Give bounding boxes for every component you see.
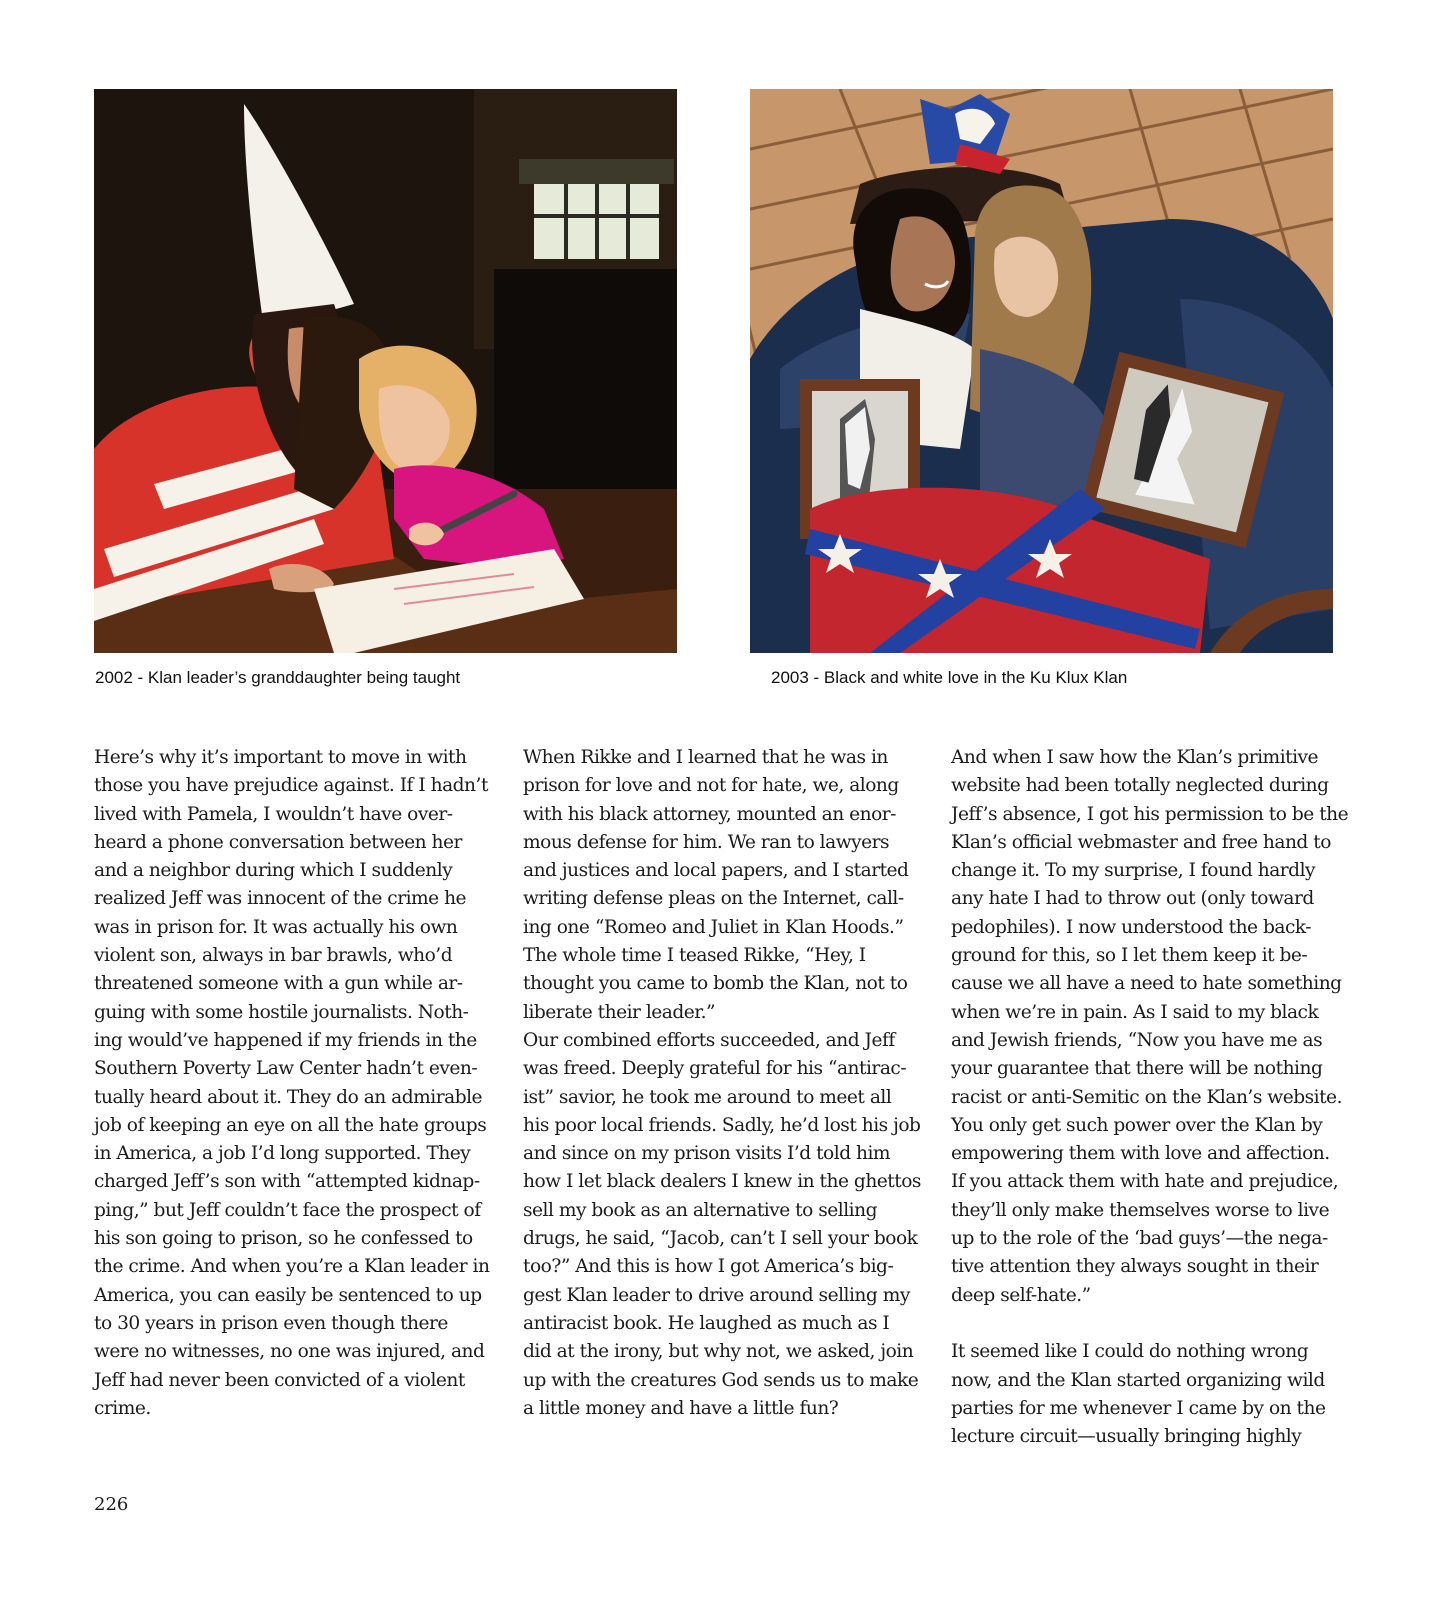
text-line: drugs, he said, “Jacob, can’t I sell your book — [523, 1228, 918, 1250]
text-line: were no witnesses, no one was injured, and — [94, 1341, 485, 1363]
text-line: any hate I had to throw out (only toward — [951, 888, 1314, 910]
text-line: mous defense for him. We ran to lawyers — [523, 831, 890, 853]
text-line: and Jewish friends, “Now you have me as — [951, 1029, 1323, 1051]
photo-caption: 2002 - Klan leader’s granddaughter being taught — [95, 668, 461, 687]
text-line: racist or anti-Semitic on the Klan’s website. — [951, 1086, 1342, 1108]
text-line: Our combined efforts succeeded, and Jeff — [523, 1029, 895, 1051]
text-line: crime. — [94, 1397, 151, 1419]
text-line: Southern Poverty Law Center hadn’t even- — [94, 1058, 478, 1080]
text-line: did at the irony, but why not, we asked, join — [523, 1341, 914, 1363]
text-column-2 — [523, 744, 928, 1423]
text-line: The whole time I teased Rikke, “Hey, I — [523, 945, 866, 967]
text-line: cause we all have a need to hate something — [951, 973, 1342, 995]
text-line: And when I saw how the Klan’s primitive — [951, 747, 1319, 768]
text-line — [951, 1310, 1361, 1338]
text-line: thought you came to bomb the Klan, not to — [523, 973, 908, 995]
text-line: and a neighbor during which I suddenly — [94, 860, 453, 882]
text-column-3 — [951, 744, 1361, 1451]
text-line: You only get such power over the Klan by — [951, 1114, 1323, 1136]
text-line: his son going to prison, so he confessed to — [94, 1228, 473, 1250]
text-line: pedophiles). I now understood the back- — [951, 916, 1312, 938]
text-line: job of keeping an eye on all the hate groups — [94, 1114, 487, 1136]
text-column-1 — [94, 744, 499, 1423]
text-line: tive attention they always sought in their — [951, 1256, 1319, 1278]
text-line: ist” savior, he took me around to meet all — [523, 1086, 892, 1108]
text-line: was freed. Deeply grateful for his “antirac- — [523, 1058, 907, 1080]
text-line: threatened someone with a gun while ar- — [94, 973, 463, 995]
text-line: change it. To my surprise, I found hardly — [951, 860, 1316, 882]
text-line: ground for this, so I let them keep it be- — [951, 945, 1308, 967]
text-line: those you have prejudice against. If I hadn’t — [94, 775, 488, 797]
text-line: heard a phone conversation between her — [94, 831, 462, 853]
text-line: empowering them with love and affection. — [951, 1143, 1330, 1165]
text-line: parties for me whenever I came by on the — [951, 1397, 1326, 1419]
text-line: up to the role of the ‘bad guys’—the nega- — [951, 1228, 1328, 1250]
text-line: and since on my prison visits I’d told him — [523, 1143, 891, 1165]
photo-black-and-white-love — [750, 89, 1333, 653]
text-line: and justices and local papers, and I started — [523, 860, 909, 882]
text-line: When Rikke and I learned that he was in — [523, 747, 888, 768]
text-line: in America, a job I’d long supported. They — [94, 1143, 471, 1165]
text-line: ping,” but Jeff couldn’t face the prospect of — [94, 1199, 481, 1221]
text-line: to 30 years in prison even though there — [94, 1312, 448, 1334]
text-line: Jeff’s absence, I got his permission to be the — [951, 803, 1349, 825]
text-line: with his black attorney, mounted an enor- — [523, 803, 896, 825]
text-line: the crime. And when you’re a Klan leader in — [94, 1256, 490, 1278]
text-line: liberate their leader.” — [523, 1001, 716, 1023]
text-line: America, you can easily be sentenced to up — [94, 1284, 482, 1306]
page-number: 226 — [94, 1494, 129, 1515]
text-line: when we’re in pain. As I said to my black — [951, 1001, 1319, 1023]
text-line: If you attack them with hate and prejudice, — [951, 1171, 1339, 1193]
text-line: Klan’s official webmaster and free hand to — [951, 831, 1331, 853]
text-line: website had been totally neglected during — [951, 775, 1329, 797]
text-line: his poor local friends. Sadly, he’d lost his job — [523, 1114, 921, 1136]
text-line: prison for love and not for hate, we, along — [523, 775, 899, 797]
photo-caption: 2003 - Black and white love in the Ku Klux Klan — [771, 668, 1128, 687]
text-line: ing one “Romeo and Juliet in Klan Hoods.” — [523, 916, 904, 938]
photo-klan-leader-granddaughter — [94, 89, 677, 653]
text-line: violent son, always in bar brawls, who’d — [94, 945, 453, 967]
text-line: lived with Pamela, I wouldn’t have over- — [94, 803, 453, 825]
text-line: up with the creatures God sends us to make — [523, 1369, 919, 1391]
text-line: they’ll only make themselves worse to live — [951, 1199, 1330, 1221]
text-line: ing would’ve happened if my friends in the — [94, 1029, 477, 1051]
text-line: guing with some hostile journalists. Noth- — [94, 1001, 469, 1023]
text-line: It seemed like I could do nothing wrong — [951, 1341, 1309, 1363]
text-line: now, and the Klan started organizing wild — [951, 1369, 1325, 1391]
text-line: your guarantee that there will be nothing — [951, 1058, 1323, 1080]
text-line: was in prison for. It was actually his own — [94, 916, 458, 938]
text-line: writing defense pleas on the Internet, call- — [523, 888, 904, 910]
text-line: antiracist book. He laughed as much as I — [523, 1312, 890, 1334]
text-line: tually heard about it. They do an admirable — [94, 1086, 483, 1108]
text-line: realized Jeff was innocent of the crime he — [94, 888, 467, 910]
text-line: Jeff had never been convicted of a violent — [94, 1369, 465, 1391]
text-line: too?” And this is how I got America’s big- — [523, 1256, 894, 1278]
text-line: how I let black dealers I knew in the ghettos — [523, 1171, 921, 1193]
text-line: Here’s why it’s important to move in with — [94, 747, 467, 768]
text-line: a little money and have a little fun? — [523, 1397, 839, 1419]
text-line: lecture circuit—usually bringing highly — [951, 1426, 1302, 1448]
text-line: sell my book as an alternative to selling — [523, 1199, 878, 1221]
text-line: deep self-hate.” — [951, 1284, 1091, 1306]
text-line: charged Jeff’s son with “attempted kidnap- — [94, 1171, 480, 1193]
text-line: gest Klan leader to drive around selling my — [523, 1284, 910, 1306]
